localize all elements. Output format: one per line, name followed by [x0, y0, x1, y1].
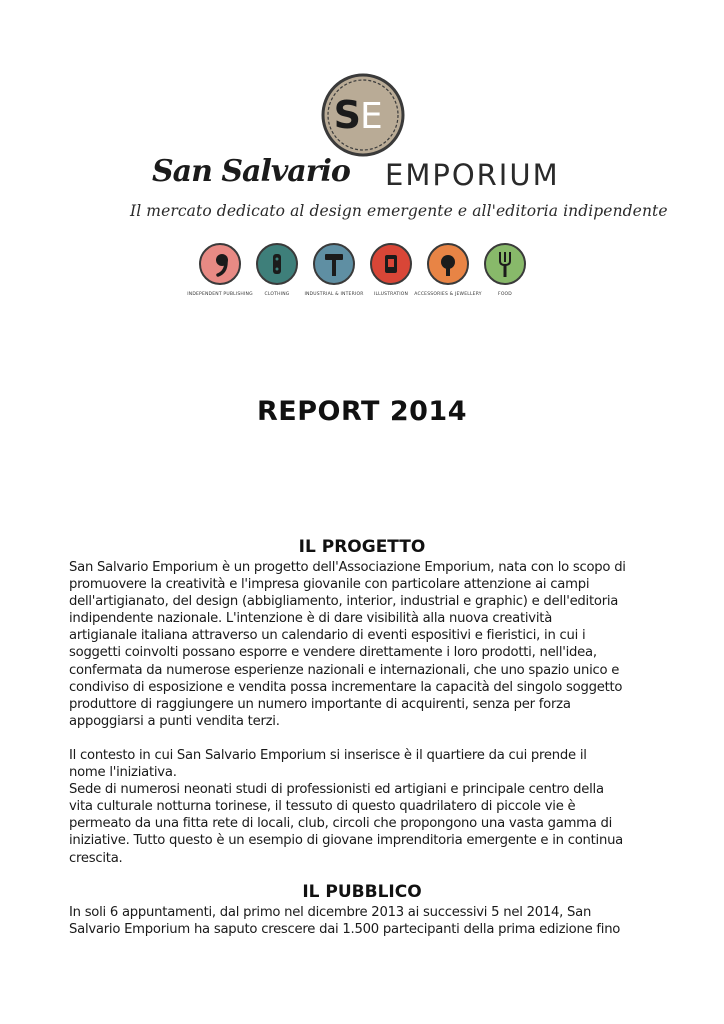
text-line: dell'artigianato, del design (abbigliamento, interior, industrial e graphic) e dell'editoria	[69, 594, 619, 610]
comma-icon	[198, 242, 242, 286]
text-line: San Salvario Emporium è un progetto dell'Associazione Emporium, nata con lo scopo di	[69, 560, 626, 575]
se-seal-logo	[320, 72, 406, 158]
brand-name	[150, 152, 580, 198]
category-label: ACCESSORIES & JEWELLERY	[414, 292, 482, 297]
text-line: In soli 6 appuntamenti, dal primo nel dicembre 2013 ai successivi 5 nel 2014, San	[69, 905, 592, 920]
text-line: appoggiarsi a punti vendita terzi.	[69, 713, 280, 729]
section-heading-progetto: IL PROGETTO	[298, 537, 426, 557]
seal-letter-s: S	[333, 93, 361, 137]
text-line: produttore di raggiungere un numero importante di acquirenti, senza per forza	[69, 696, 571, 712]
text-line: Salvario Emporium ha saputo crescere dai 1.500 partecipanti della prima edizione fino	[69, 922, 621, 938]
category-label: FOOD	[498, 292, 512, 297]
brand-caps: EMPORIUM	[385, 158, 560, 192]
text-line: Il contesto in cui San Salvario Emporium si inserisce è il quartiere da cui prende il	[69, 748, 587, 763]
text-line: permeato da una fitta rete di locali, club, circoli che propongono una vasta gamma di	[69, 816, 613, 832]
text-line: confermata da numerose esperienze nazionali e internazionali, che uno spazio unico e	[69, 662, 620, 678]
text-line: vita culturale notturna torinese, il tessuto di questo quadrilatero di piccole vie è	[69, 799, 576, 815]
text-line: soggetti coinvolti possano esporre e vendere direttamente i loro prodotti, nell'idea,	[69, 645, 597, 661]
ink-bottle-icon	[369, 242, 413, 286]
fork-icon	[483, 242, 527, 286]
paragraph-pubblico-1	[69, 904, 669, 938]
text-line: crescita.	[69, 850, 123, 866]
paragraph-progetto-1	[69, 559, 669, 730]
text-line: nome l'iniziativa.	[69, 765, 177, 781]
header-logo	[0, 0, 724, 330]
category-label: INDUSTRIAL & INTERIOR	[304, 292, 364, 297]
brand-script: San Salvario	[152, 154, 350, 189]
category-icons	[187, 242, 540, 322]
section-heading-pubblico: IL PUBBLICO	[302, 882, 422, 902]
button-icon	[255, 242, 299, 286]
category-label: INDEPENDENT PUBLISHING	[187, 292, 253, 297]
text-line: iniziative. Tutto questo è un esempio di giovane imprenditoria emergente e in continua	[69, 833, 624, 849]
text-line: Sede di numerosi neonati studi di professionisti ed artigiani e principale centro della	[69, 782, 604, 798]
text-line: artigianale italiana attraverso un calendario di eventi espositivi e fieristici, in cui i	[69, 628, 586, 644]
category-label: CLOTHING	[264, 292, 290, 297]
pendant-icon	[426, 242, 470, 286]
tagline: Il mercato dedicato al design emergente e all'editoria indipendente	[130, 202, 668, 220]
seal-letter-e: E	[360, 96, 383, 137]
text-line: promuovere la creatività e l'impresa giovanile con particolare attenzione ai campi	[69, 577, 590, 593]
report-title: REPORT 2014	[256, 396, 468, 427]
category-label: ILLUSTRATION	[373, 292, 409, 297]
hammer-icon	[312, 242, 356, 286]
paragraph-progetto-2	[69, 747, 669, 867]
text-line: condiviso di esposizione e vendita possa incrementare la capacità del singolo soggetto	[69, 679, 623, 695]
text-line: indipendente nazionale. L'intenzione è di dare visibilità alla nuova creatività	[69, 611, 553, 627]
